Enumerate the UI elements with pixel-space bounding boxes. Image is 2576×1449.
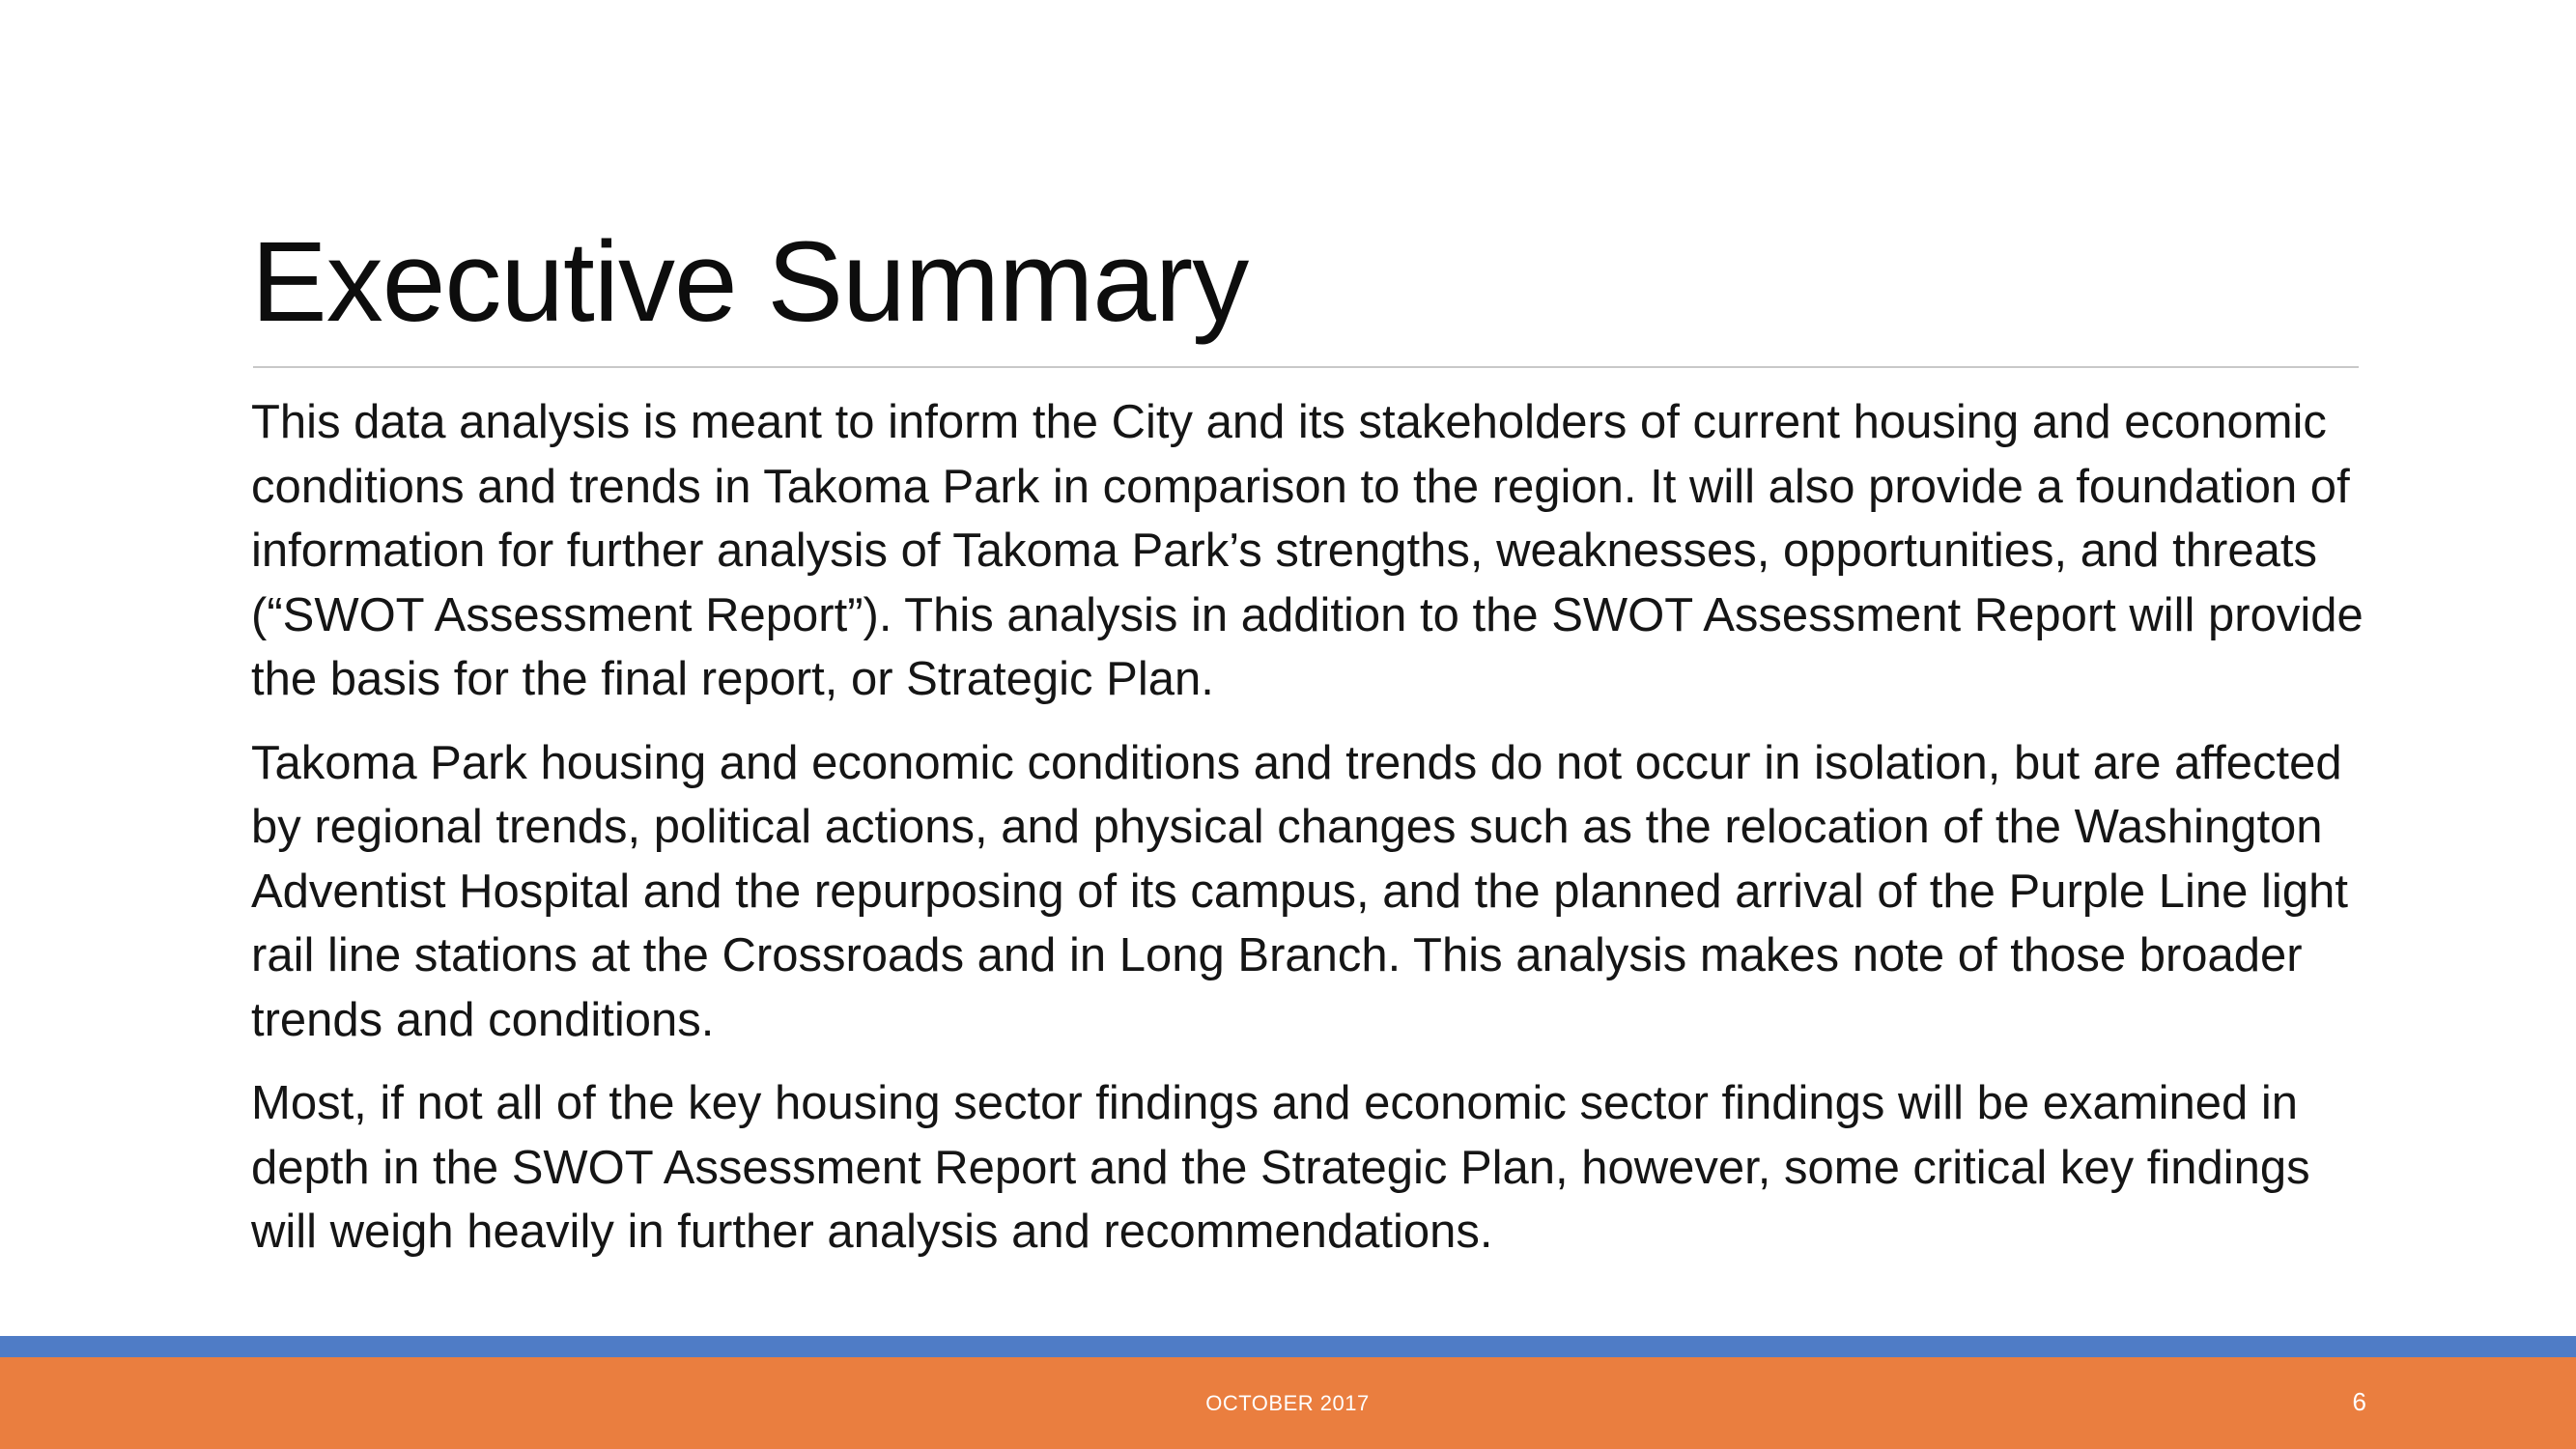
footer-blue-band xyxy=(0,1336,2576,1357)
footer-date: OCTOBER 2017 xyxy=(1205,1391,1370,1415)
slide-title: Executive Summary xyxy=(251,218,1249,346)
paragraph-3: Most, if not all of the key housing sector findings and economic sector findings will be examined in depth in the SWOT Assessment Report and the Strategic Plan, however, some critical key findings will weigh heavily in further analysis and recommendations. xyxy=(251,1077,2310,1258)
paragraph-1: This data analysis is meant to inform the City and its stakeholders of current housing and economic conditions and trends in Takoma Park in comparison to the region. It will also provide a foundation of information for further analysis of Takoma Park’s strengths, weaknesses, opportunities, and threats (“SWOT Assessment Report”). This analysis in addition to the SWOT Assessment Report will provide the basis for the final report, or Strategic Plan. xyxy=(251,396,2364,705)
paragraph-2: Takoma Park housing and economic conditions and trends do not occur in isolation, but are affected by regional trends, political actions, and physical changes such as the relocation of the Washington Adventist Hospital and the repurposing of its campus, and the planned arrival of the Purple Line light rail line stations at the Crossroads and in Long Branch. This analysis makes note of those broader trends and conditions. xyxy=(251,736,2348,1046)
body-text xyxy=(251,390,2376,1284)
page-number: 6 xyxy=(2352,1387,2366,1416)
title-divider xyxy=(253,366,2359,368)
